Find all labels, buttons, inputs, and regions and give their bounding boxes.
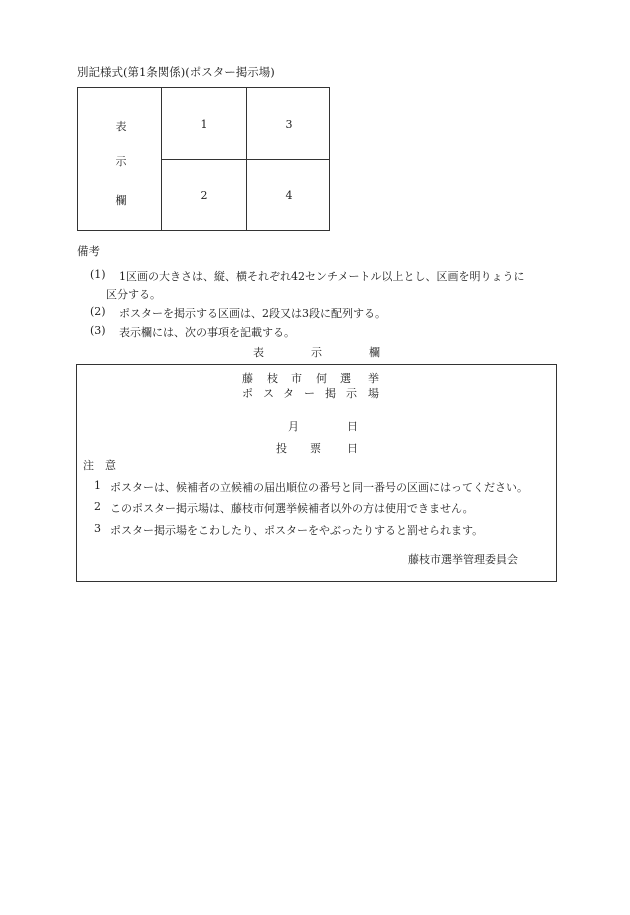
notice-text: ポスターは、候補者の立候補の届出順位の番号と同一番号の区画にはってください。 xyxy=(110,481,528,494)
grid-cell-number: 2 xyxy=(200,189,208,202)
notice-number: 3 xyxy=(94,522,101,535)
voting-day-label: 日 xyxy=(347,442,358,455)
remarks-title: 備考 xyxy=(77,244,100,258)
display-column-caption-char: 欄 xyxy=(369,346,380,359)
display-column-caption-char: 表 xyxy=(253,346,264,359)
voting-label-char: 投 xyxy=(276,442,287,455)
grid-cell-number: 3 xyxy=(285,118,293,131)
notice-number: 2 xyxy=(94,500,101,513)
board-subtitle-char: ス xyxy=(263,387,274,400)
board-title-char: 藤 xyxy=(242,372,253,385)
board-subtitle-char: 掲 xyxy=(325,387,336,400)
grid-cell-number: 1 xyxy=(200,118,208,131)
remark-text: 1区画の大きさは、縦、横それぞれ42センチメートル以上とし、区画を明りょうに xyxy=(119,270,525,283)
board-title-char: 市 xyxy=(291,372,302,385)
poster-board-display-box xyxy=(76,364,557,582)
notice-text: ポスター掲示場をこわしたり、ポスターをやぶったりすると罰せられます。 xyxy=(110,524,484,537)
issuer-name: 藤枝市選挙管理委員会 xyxy=(408,553,518,566)
voting-label-char: 票 xyxy=(310,442,321,455)
date-month-label: 月 xyxy=(288,420,299,433)
display-column-label-char: 示 xyxy=(115,155,127,168)
board-title-char: 枝 xyxy=(267,372,278,385)
remark-number: (3) xyxy=(90,324,106,337)
poster-board-layout-grid xyxy=(77,87,330,231)
board-subtitle-char: ポ xyxy=(242,387,253,400)
display-column-label-char: 欄 xyxy=(115,194,127,207)
remark-number: (1) xyxy=(90,268,106,281)
board-subtitle-char: 場 xyxy=(368,387,379,400)
board-title-char: 選 xyxy=(340,372,351,385)
notice-text: このポスター掲示場は、藤枝市何選挙候補者以外の方は使用できません。 xyxy=(110,502,474,515)
display-column-caption-char: 示 xyxy=(311,346,322,359)
board-subtitle-char: ー xyxy=(304,387,315,400)
grid-divider xyxy=(161,159,329,160)
display-column-label-char: 表 xyxy=(115,120,127,133)
date-day-label: 日 xyxy=(347,420,358,433)
remark-text: 表示欄には、次の事項を記載する。 xyxy=(119,326,295,339)
grid-cell-number: 4 xyxy=(285,189,293,202)
remark-number: (2) xyxy=(90,305,106,318)
board-title-char: 何 xyxy=(316,372,327,385)
remark-text: ポスターを掲示する区画は、2段又は3段に配列する。 xyxy=(119,307,386,320)
notice-number: 1 xyxy=(94,479,101,492)
board-subtitle-char: 示 xyxy=(346,387,357,400)
notice-title: 注 意 xyxy=(83,459,116,472)
remark-text: 区分する。 xyxy=(106,288,161,301)
board-subtitle-char: タ xyxy=(283,387,294,400)
form-heading: 別記様式(第1条関係)(ポスター掲示場) xyxy=(77,65,275,79)
board-title-char: 挙 xyxy=(368,372,379,385)
